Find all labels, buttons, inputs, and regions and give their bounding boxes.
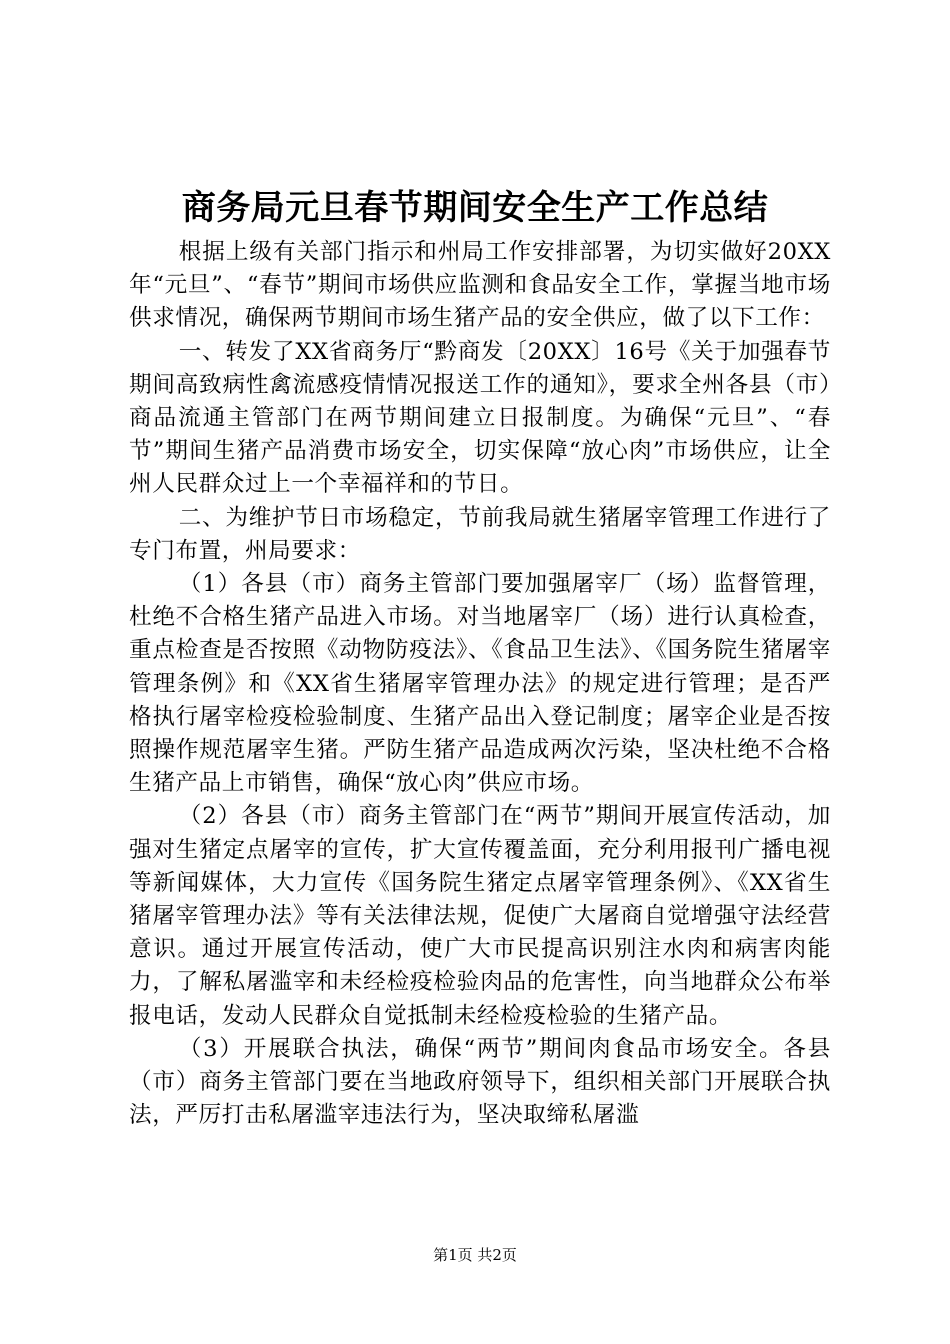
paragraph-section-2: 二、为维护节日市场稳定，节前我局就生猪屠宰管理工作进行了专门布置，州局要求： [129, 504, 831, 564]
paragraph-section-1: 一、转发了XX省商务厅“黔商发〔20XX〕16号《关于加强春节期间高致病性禽流感疫情情况报送工作的通知》，要求全州各县（市）商品流通主管部门在两节期间建立日报制度。为确保“元旦”、“春节”期间生猪产品消费市场安全，切实保障“放心肉”市场供应，让全州人民群众过上一个幸福祥和的节日。 [129, 338, 831, 498]
document-title: 商务局元旦春节期间安全生产工作总结 [181, 188, 769, 228]
paragraph-item-3: （3）开展联合执法，确保“两节”期间肉食品市场安全。各县（市）商务主管部门要在当地政府领导下，组织相关部门开展联合执法，严厉打击私屠滥宰违法行为，坚决取缔私屠滥 [129, 1035, 831, 1129]
page-number: 第1页 共2页 [433, 1246, 517, 1264]
paragraph-intro: 根据上级有关部门指示和州局工作安排部署，为切实做好20XX年“元旦”、“春节”期间市场供应监测和食品安全工作，掌握当地市场供求情况，确保两节期间市场生猪产品的安全供应，做了以下工作： [129, 239, 831, 332]
paragraph-item-1: （1）各县（市）商务主管部门要加强屠宰厂（场）监督管理，杜绝不合格生猪产品进入市场。对当地屠宰厂（场）进行认真检查，重点检查是否按照《动物防疫法》、《食品卫生法》、《国务院生猪屠宰管理条例》和《XX省生猪屠宰管理办法》的规定进行管理；是否严格执行屠宰检疫检验制度、生猪产品出入登记制度；屠宰企业是否按照操作规范屠宰生猪。严防生猪产品造成两次污染，坚决杜绝不合格生猪产品上市销售，确保“放心肉”供应市场。 [129, 571, 831, 797]
paragraph-item-2: （2）各县（市）商务主管部门在“两节”期间开展宣传活动，加强对生猪定点屠宰的宣传，扩大宣传覆盖面，充分利用报刊广播电视等新闻媒体，大力宣传《国务院生猪定点屠宰管理条例》、《XX省生猪屠宰管理办法》等有关法律法规，促使广大屠商自觉增强守法经营意识。通过开展宣传活动，使广大市民提高识别注水肉和病害肉能力，了解私屠滥宰和未经检疫检验肉品的危害性，向当地群众公布举报电话，发动人民群众自觉抵制未经检疫检验的生猪产品。 [129, 803, 831, 1029]
document-body [129, 236, 831, 1132]
